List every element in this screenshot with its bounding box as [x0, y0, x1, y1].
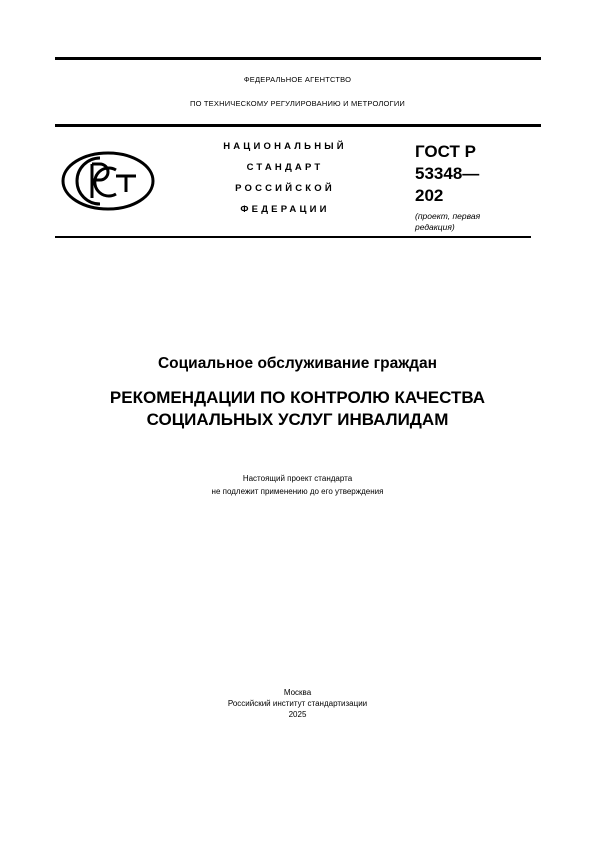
standard-type-line-2: СТАНДАРТ: [246, 162, 324, 173]
gost-r-logo-icon: [60, 150, 156, 212]
draft-note-line-2: редакция): [415, 222, 455, 232]
designation-line-2: 53348—: [415, 164, 480, 183]
document-title-line-2: СОЦИАЛЬНЫХ УСЛУГ ИНВАЛИДАМ: [146, 410, 449, 429]
standard-type-line-4: ФЕДЕРАЦИИ: [240, 204, 330, 215]
footer-publisher: Российский институт стандартизации: [227, 699, 368, 708]
header-bottom-rule: [55, 236, 531, 238]
agency-line-2: ПО ТЕХНИЧЕСКОМУ РЕГУЛИРОВАНИЮ И МЕТРОЛОГИИ: [189, 99, 405, 108]
designation-line-3: 202: [415, 186, 444, 205]
standard-type-line-3: РОССИЙСКОЙ: [235, 183, 335, 194]
draft-note-line-1: (проект, первая: [415, 211, 481, 221]
designation-line-1: ГОСТ Р: [415, 142, 476, 161]
footer-city: Москва: [283, 688, 312, 697]
footer-year: 2025: [288, 710, 307, 719]
top-rule: [55, 57, 541, 60]
draft-notice-line-2: не подлежит применению до его утверждения: [211, 487, 384, 496]
header-rule: [55, 124, 541, 127]
standard-type-line-1: НАЦИОНАЛЬНЫЙ: [223, 141, 347, 152]
draft-notice-line-1: Настоящий проект стандарта: [242, 474, 353, 483]
document-title-line-1: РЕКОМЕНДАЦИИ ПО КОНТРОЛЮ КАЧЕСТВА: [109, 388, 486, 407]
agency-line-1: ФЕДЕРАЛЬНОЕ АГЕНТСТВО: [243, 75, 352, 84]
document-subtitle: Социальное обслуживание граждан: [157, 355, 437, 372]
